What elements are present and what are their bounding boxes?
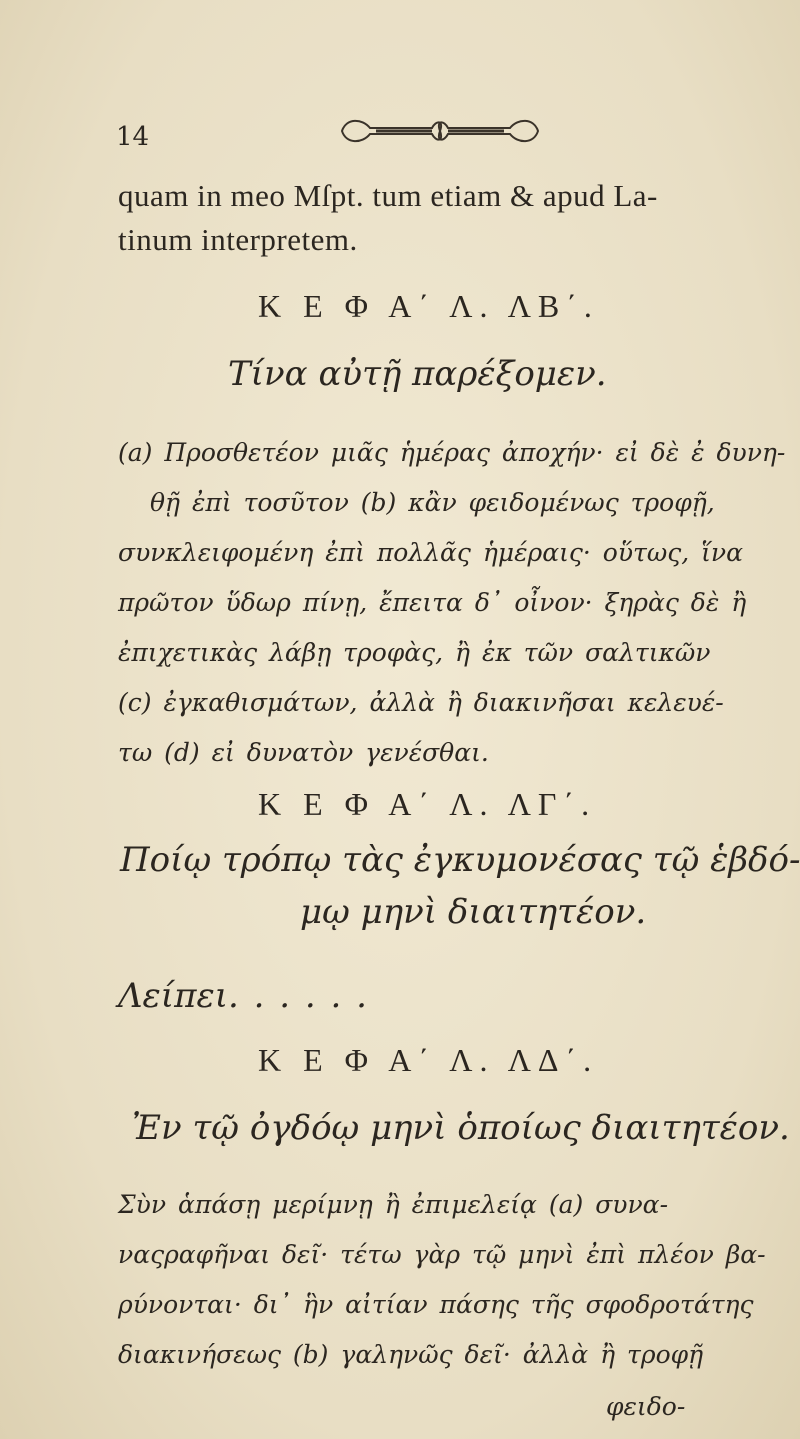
body-line: συνκλειφομένη ἐπὶ πολλᾶς ἡμέραις· οὕτως, ἵνα bbox=[118, 538, 744, 567]
body-line: Σὺν ἁπάσῃ μερίμνῃ ἢ ἐπιμελείᾳ (a) συνα- bbox=[118, 1190, 669, 1219]
body-line: διακινήσεως (b) γαληνῶς δεῖ· ἀλλὰ ἢ τροφῇ bbox=[118, 1340, 704, 1369]
page-number: 14 bbox=[116, 122, 150, 152]
body-line: (a) Προσθετέον μιᾶς ἡμέρας ἀποχήν· εἰ δὲ ἐ δυνη- bbox=[118, 438, 786, 467]
chapter-heading-34: Κ Ε Φ Α΄ Λ. ΛΔ΄. bbox=[258, 1042, 599, 1078]
body-line: πρῶτον ὕδωρ πίνῃ, ἔπειτα δ᾽ οἶνον· ξηρὰς δὲ ἢ bbox=[118, 588, 747, 617]
body-line: ναςραφῆναι δεῖ· τέτω γὰρ τῷ μηνὶ ἐπὶ πλέον βα- bbox=[118, 1240, 766, 1269]
body-line: ρύνονται· δι᾽ ἣν αἰτίαν πάσης τῆς σφοδροτάτης bbox=[118, 1290, 754, 1319]
body-line: ἐπιχετικὰς λάβῃ τροφὰς, ἢ ἐκ τῶν σαλτικῶν bbox=[118, 638, 711, 667]
body-line: τω (d) εἰ δυνατὸν γενέσθαι. bbox=[118, 738, 489, 767]
catchword: φειδο- bbox=[606, 1392, 686, 1421]
chapter-heading-32: Κ Ε Φ Α΄ Λ. ΛΒ΄. bbox=[258, 288, 599, 324]
lacuna-note: Λείπει. . . . . . bbox=[118, 976, 367, 1016]
chapter-title-34: Ἐν τῷ ὀγδόῳ μηνὶ ὁποίως διαιτητέον. bbox=[132, 1108, 790, 1148]
body-line: θῇ ἐπὶ τοσῦτον (b) κἂν φειδομένως τροφῇ, bbox=[150, 488, 715, 517]
chapter-title-32: Τίνα αὐτῇ παρέξομεν. bbox=[228, 354, 607, 394]
chapter-title-33-line-2: μῳ μηνὶ διαιτητέον. bbox=[300, 892, 647, 932]
chapter-heading-33: Κ Ε Φ Α΄ Λ. ΛΓ΄. bbox=[258, 786, 597, 822]
body-line: (c) ἐγκαθισμάτων, ἀλλὰ ἢ διακινῆσαι κελευέ- bbox=[118, 688, 724, 717]
chapter-title-33-line-1: Ποίῳ τρόπῳ τὰς ἐγκυμονέσας τῷ ἑβδό- bbox=[120, 840, 800, 880]
headpiece-ornament bbox=[336, 114, 544, 148]
intro-line-2: tinum interpretem. bbox=[118, 222, 358, 257]
intro-line-1: quam in meo Mſpt. tum etiam & apud La- bbox=[118, 178, 658, 213]
